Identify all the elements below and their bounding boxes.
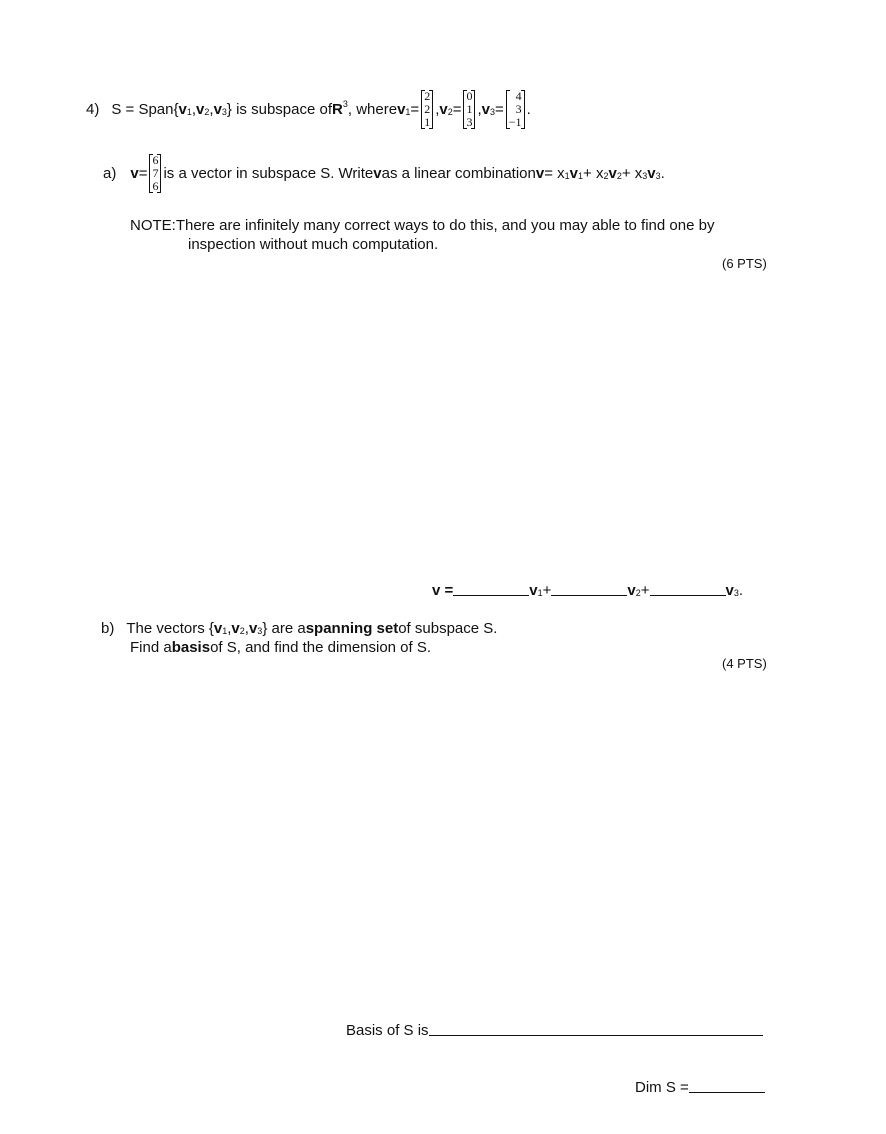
dim-answer-blank[interactable] xyxy=(689,1082,765,1093)
note-line-2: inspection without much computation. xyxy=(188,236,439,253)
dim-answer-line: Dim S = xyxy=(635,1077,765,1097)
note-line-1: NOTE:There are infinitely many correct ways to do this, and you may able to find one by xyxy=(130,217,715,234)
vector-v2-matrix: 0 1 3 xyxy=(463,90,475,129)
part-a-statement: a) v = 6 7 6 is a vector in subspace S. Write v as a linear combination v = x 1 v 1 + x 2 v 2 + x 3 v 3 . xyxy=(103,152,665,193)
vector-v-matrix: 6 7 6 xyxy=(149,154,161,193)
basis-answer-blank[interactable] xyxy=(429,1025,763,1036)
answer-blank-x3[interactable] xyxy=(650,585,726,596)
part-b-line-1: b) The vectors { v 1 , v 2 , v 3 } are a spanning set of subspace S. xyxy=(101,619,498,637)
vector-v3-matrix: 4 3 −1 xyxy=(506,90,525,129)
basis-answer-line: Basis of S is xyxy=(346,1020,763,1040)
answer-blank-x2[interactable] xyxy=(551,585,627,596)
question-4-statement: 4) S = Span{ v 1 , v 2 , v 3 } is subspace of R 3 , where v 1 = 2 2 1 , v 2 = 0 1 3 , v 3 = 4 3 −1 . xyxy=(86,88,531,129)
part-b-points: (4 PTS) xyxy=(722,656,767,671)
question-number: 4) xyxy=(86,100,100,118)
part-b-line-2: Find a basis of S, and find the dimension of S. xyxy=(130,638,432,656)
answer-blank-x1[interactable] xyxy=(453,585,529,596)
vector-v1-matrix: 2 2 1 xyxy=(421,90,433,129)
part-a-label: a) xyxy=(103,164,117,182)
part-a-answer-line: v = v 1 + v 2 + v 3 . xyxy=(432,581,744,599)
part-a-points: (6 PTS) xyxy=(722,256,767,271)
part-b-label: b) xyxy=(101,619,115,637)
